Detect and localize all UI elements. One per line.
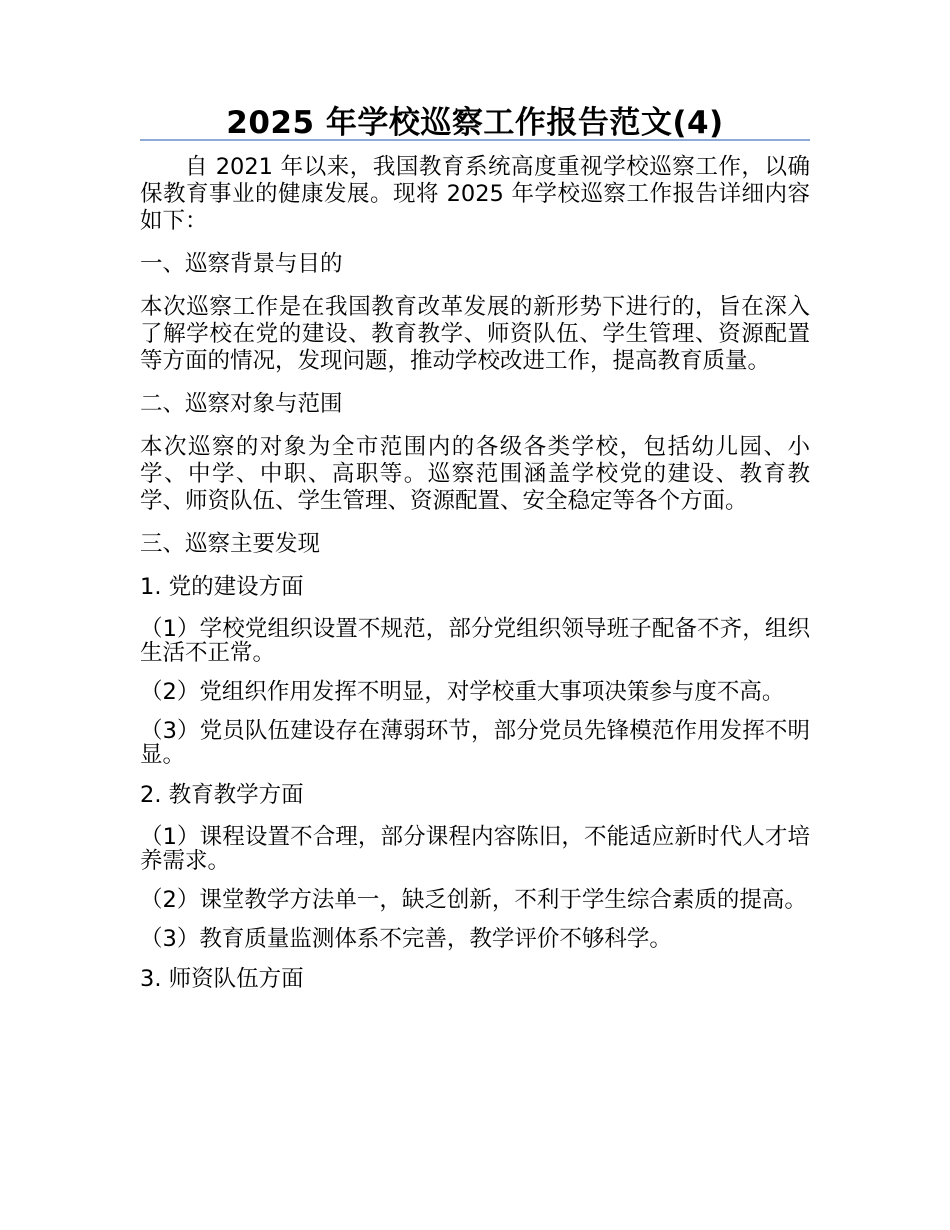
- subsection-heading-faculty: 3. 师资队伍方面: [140, 966, 304, 992]
- list-item: （1）课程设置不合理，部分课程内容陈旧，不能适应新时代人才培养需求。: [140, 824, 810, 874]
- subsection-heading-teaching: 2. 教育教学方面: [140, 782, 304, 808]
- subsection-heading-party: 1. 党的建设方面: [140, 574, 304, 600]
- list-item: （2）党组织作用发挥不明显，对学校重大事项决策参与度不高。: [140, 679, 785, 705]
- section-paragraph-scope: 本次巡察的对象为全市范围内的各级各类学校，包括幼儿园、小学、中学、中职、高职等。巡察范围涵盖学校党的建设、教育教学、师资队伍、学生管理、资源配置、安全稳定等各个方面。: [140, 434, 810, 514]
- list-item: （1）学校党组织设置不规范，部分党组织领导班子配备不齐，组织生活不正常。: [140, 616, 810, 666]
- intro-paragraph: 自 2021 年以来，我国教育系统高度重视学校巡察工作，以确保教育事业的健康发展。现将 2025 年学校巡察工作报告详细内容如下：: [140, 154, 810, 234]
- list-item: （3）教育质量监测体系不完善，教学评价不够科学。: [140, 926, 672, 952]
- section-heading-background: 一、巡察背景与目的: [140, 251, 343, 277]
- section-heading-scope: 二、巡察对象与范围: [140, 391, 343, 417]
- section-paragraph-background: 本次巡察工作是在我国教育改革发展的新形势下进行的，旨在深入了解学校在党的建设、教育教学、师资队伍、学生管理、资源配置等方面的情况，发现问题，推动学校改进工作，提高教育质量。: [140, 294, 810, 374]
- title-underline: [140, 139, 810, 141]
- list-item: （2）课堂教学方法单一，缺乏创新，不利于学生综合素质的提高。: [140, 887, 807, 913]
- list-item: （3）党员队伍建设存在薄弱环节，部分党员先锋模范作用发挥不明显。: [140, 718, 810, 768]
- section-heading-findings: 三、巡察主要发现: [140, 531, 321, 557]
- document-title: 2025 年学校巡察工作报告范文(4): [226, 105, 724, 141]
- document-body: [140, 154, 810, 1009]
